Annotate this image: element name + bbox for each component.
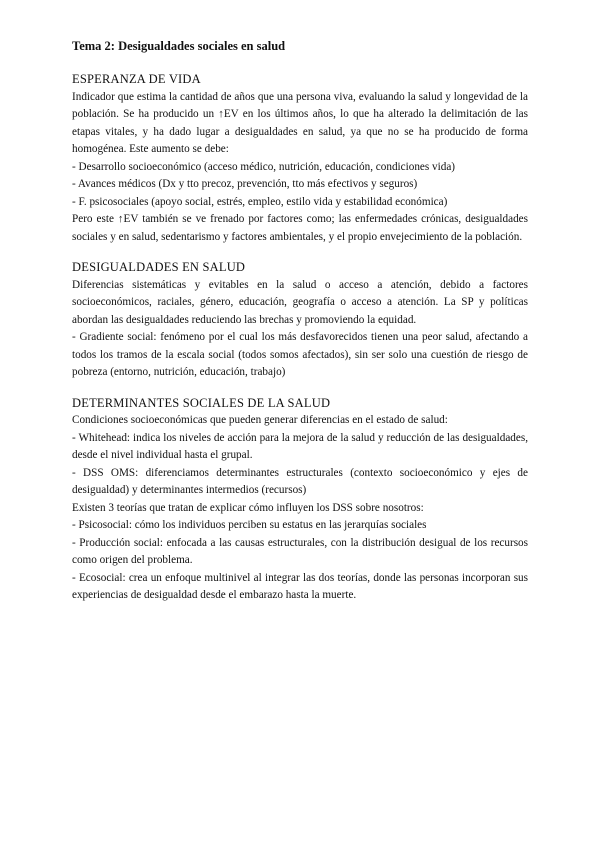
section-desigualdades-en-salud [72,259,528,382]
list-item: - Psicosocial: cómo los individuos perciben su estatus en las jerarquías sociales [72,519,427,531]
list-item: - F. psicosociales (apoyo social, estrés, empleo, estilo vida y estabilidad económica) [72,195,448,208]
document-title: Tema 2: Desigualdades sociales en salud [72,39,286,53]
section-heading: DESIGUALDADES EN SALUD [72,260,246,274]
section-heading: DETERMINANTES SOCIALES DE LA SALUD [72,395,331,410]
section-esperanza-de-vida [72,71,528,246]
section-determinantes-sociales [72,395,528,605]
list-item: - Ecosocial: crea un enfoque multinivel al integrar las dos teorías, donde las personas incorporan sus experiencias de desigualdad desde el embarazo hasta la muerte. [72,571,528,601]
list-item: - DSS OMS: diferenciamos determinantes estructurales (contexto socioeconómico y ejes de desigualdad) y determinantes intermedios (recursos) [72,466,528,496]
list-item: - Avances médicos (Dx y tto precoz, prevención, tto más efectivos y seguros) [72,178,418,190]
paragraph: Existen 3 teorías que tratan de explicar cómo influyen los DSS sobre nosotros: [72,501,424,514]
paragraph: Condiciones socioeconómicas que pueden generar diferencias en el estado de salud: [72,414,448,426]
list-item: - Whitehead: indica los niveles de acción para la mejora de la salud y reducción de las desigualdades, desde el nivel individual hasta el grupal. [72,431,528,461]
paragraph: Pero este ↑EV también se ve frenado por factores como; las enfermedades crónicas, desigualdades sociales y en salud, sedentarismo y factores ambientales, y el propio envejecimiento de la población. [72,213,528,243]
list-item: - Desarrollo socioeconómico (acceso médico, nutrición, educación, condiciones vida) [72,160,456,173]
list-item: - Producción social: enfocada a las causas estructurales, con la distribución desigual de los recursos como origen del problema. [72,536,528,566]
paragraph: Indicador que estima la cantidad de años que una persona viva, evaluando la salud y longevidad de la población. Se ha producido un ↑EV en los últimos años, lo que ha alterado la delimitación de las etapas vitales, y ha dado lugar a desigualdades en salud, ya que no se ha producido de forma homogénea. Este aumento se debe: [72,90,528,155]
paragraph: Diferencias sistemáticas y evitables en la salud o acceso a atención, debido a factores socioeconómicos, raciales, género, educación, geografía o acceso a atención. La SP y políticas abordan las desigualdades reduciendo las brechas y promoviendo la equidad. [72,278,528,326]
list-item: - Gradiente social: fenómeno por el cual los más desfavorecidos tienen una peor salud, afectando a todos los tramos de la escala social (todos somos afectados), sin ser solo una cuestión de riesgo de pobreza (entorno, nutrición, educación, trabajo) [72,331,528,378]
section-heading: ESPERANZA DE VIDA [72,72,201,86]
